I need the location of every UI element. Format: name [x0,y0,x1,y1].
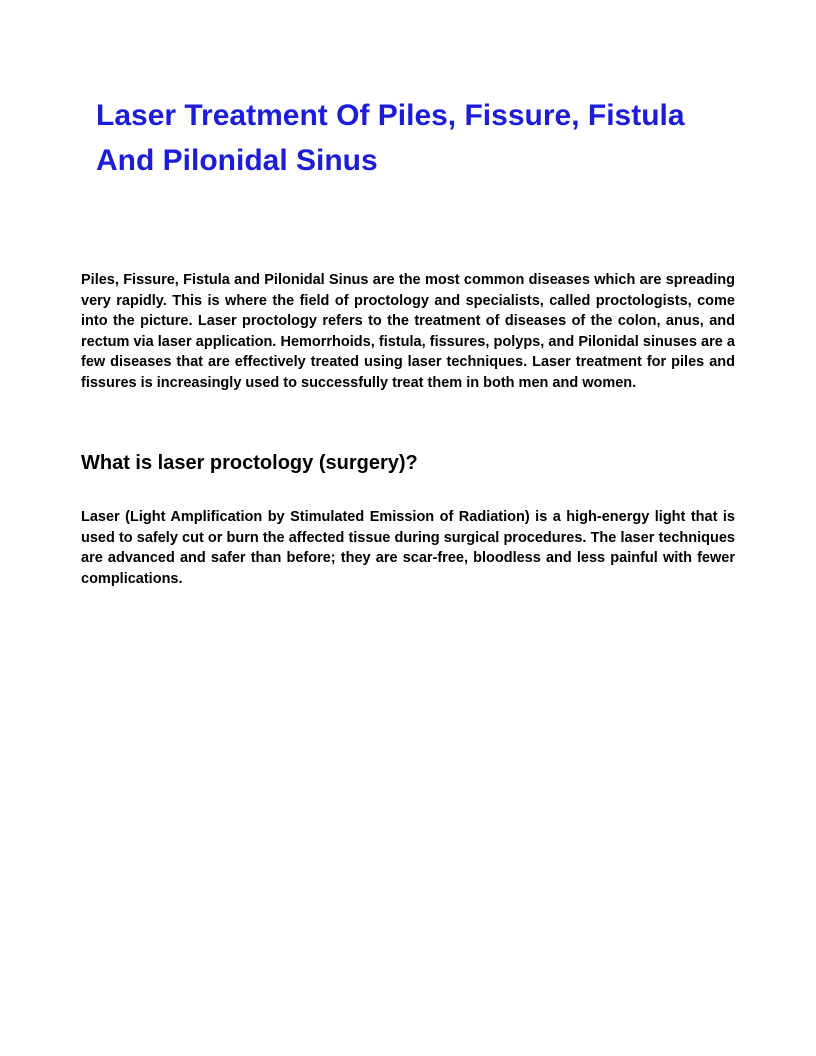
section-paragraph: Laser (Light Amplification by Stimulated Emission of Radiation) is a high-energy light that is used to safely cut or burn the affected tissue during surgical procedures. The laser techniques are advanced and safer than before; they are scar-free, bloodless and less painful with fewer complications. [81,509,735,587]
section-heading: What is laser proctology (surgery)? [81,452,418,474]
document-title: Laser Treatment Of Piles, Fissure, Fistula And Pilonidal Sinus [96,99,685,177]
intro-paragraph: Piles, Fissure, Fistula and Pilonidal Sinus are the most common diseases which are spreading very rapidly. This is where the field of proctology and specialists, called proctologists, come into the picture. Laser proctology refers to the treatment of diseases of the colon, anus, and rectum via laser application. Hemorrhoids, fistula, fissures, polyps, and Pilonidal sinuses are a few diseases that are effectively treated using laser techniques. Laser treatment for piles and fissures is increasingly used to successfully treat them in both men and women. [81,272,735,391]
